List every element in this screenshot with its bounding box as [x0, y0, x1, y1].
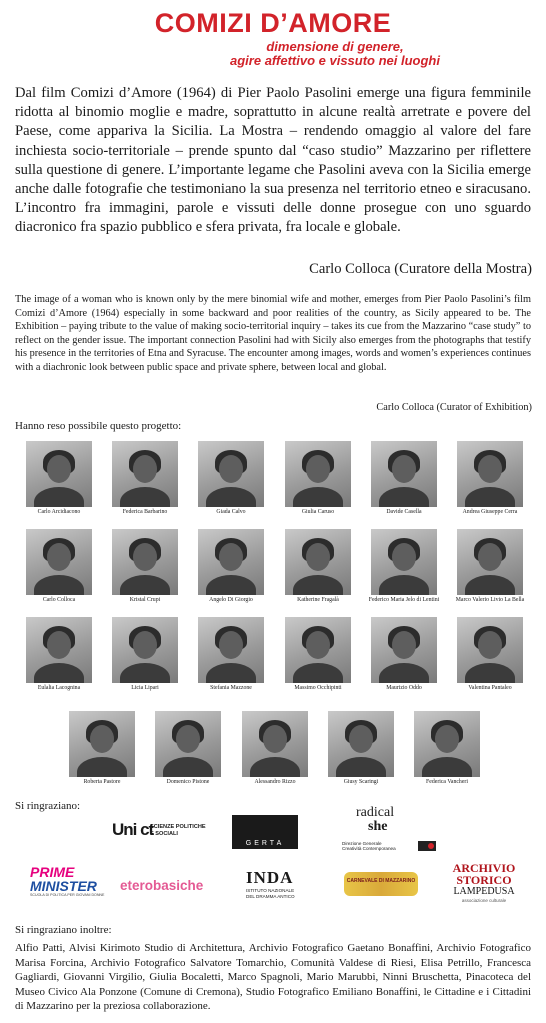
contributor-card — [188, 617, 274, 691]
contributor-photo — [112, 529, 178, 595]
contributors-label: Hanno reso possibile questo progetto: — [15, 420, 182, 432]
creativita-text — [342, 841, 396, 851]
unict-mark: Uni ct — [112, 820, 154, 839]
contributor-card — [361, 529, 447, 603]
contributor-card — [275, 617, 361, 691]
contributor-card — [232, 711, 318, 785]
contributor-photo — [328, 711, 394, 777]
contributor-photo — [26, 617, 92, 683]
creativita-line-1: Direzione Generale — [342, 841, 382, 846]
contributor-photo — [285, 441, 351, 507]
archivio-text: ARCHIVIO — [452, 861, 516, 875]
contributor-card — [361, 617, 447, 691]
contributor-name: Giulia Caruso — [301, 509, 335, 515]
contributor-photo — [285, 617, 351, 683]
contributor-name: Giada Calvo — [216, 509, 246, 515]
italian-signature: Carlo Colloca (Curatore della Mostra) — [309, 261, 532, 277]
contributor-name: Licia Lipari — [131, 685, 159, 691]
archivio-tagline: associazione culturale — [461, 898, 507, 903]
inda-sub-line-1: ISTITUTO NAZIONALE — [246, 888, 295, 893]
contributor-name: Stefania Mazzone — [210, 685, 252, 691]
contributor-card — [102, 529, 188, 603]
subtitle-line-1: dimensione di genere, — [266, 39, 404, 54]
contributor-name: Federico Maria Jelo di Lentini — [368, 597, 440, 603]
prime-subtitle: SCUOLA DI POLITICA PER GIOVANI DONNE — [30, 893, 105, 897]
inda-logo — [246, 868, 318, 910]
eterobasiche-logo: eterobasiche — [120, 878, 204, 893]
unict-department — [150, 824, 206, 838]
contributor-photo — [112, 617, 178, 683]
page-subtitle — [215, 40, 455, 68]
contributor-card — [16, 441, 102, 515]
contributor-photo — [26, 529, 92, 595]
contributor-name: Marco Valerio Livio La Bella — [455, 597, 525, 603]
contributor-card — [447, 617, 533, 691]
subtitle-line-2: agire affettivo e vissuto nei luoghi — [230, 53, 440, 68]
contributor-card — [102, 441, 188, 515]
contributor-card — [16, 529, 102, 603]
contributor-name: Roberta Pastore — [83, 779, 121, 785]
unict-logo — [112, 813, 222, 847]
contributor-name: Massimo Occhipinti — [294, 685, 342, 691]
prime-minister-logo — [30, 864, 105, 912]
contributor-photo — [371, 529, 437, 595]
contributor-card — [447, 529, 533, 603]
contributor-card — [16, 617, 102, 691]
radical-text: radical — [356, 805, 395, 820]
contributor-card — [188, 441, 274, 515]
contributor-name: Angelo Di Giorgio — [209, 597, 253, 603]
contributor-photo — [26, 441, 92, 507]
contributor-photo — [285, 529, 351, 595]
unict-text-line-1: SCIENZE POLITICHE — [150, 824, 206, 830]
contributor-name: Domenico Pistone — [166, 779, 210, 785]
contributor-card — [59, 711, 145, 785]
radical-she-logo — [342, 805, 438, 855]
contributor-photo — [414, 711, 480, 777]
contributor-card — [361, 441, 447, 515]
contributor-name: Davide Casella — [386, 509, 422, 515]
contributor-card — [145, 711, 231, 785]
thanks-label: Si ringraziano inoltre: — [15, 924, 112, 936]
contributor-name: Eulalia Lacognina — [37, 685, 81, 691]
contributor-photo — [198, 617, 264, 683]
contributor-name: Maurizio Oddo — [386, 685, 422, 691]
contributor-name: Carlo Colloca — [42, 597, 76, 603]
contributor-photo — [198, 441, 264, 507]
page-title: COMIZI D’AMORE — [154, 8, 392, 38]
inda-sub-line-2: DEL DRAMMA ANTICO — [246, 893, 295, 899]
contributor-name: Giusy Scaringi — [343, 779, 379, 785]
contributor-photo — [457, 529, 523, 595]
contributor-photo — [242, 711, 308, 777]
inda-subtitle — [246, 888, 318, 899]
storico-text: STORICO — [456, 873, 512, 887]
contributor-card — [188, 529, 274, 603]
contributor-name: Federica Vancheri — [426, 779, 468, 785]
gerta-text: GERTA — [245, 840, 285, 847]
contributor-name: Federica Barbarino — [122, 509, 168, 515]
english-signature: Carlo Colloca (Curator of Exhibition) — [376, 402, 532, 413]
prime-text: PRIME — [30, 864, 75, 880]
contributor-photo — [198, 529, 264, 595]
contributor-name: Valentina Pantaleo — [468, 685, 512, 691]
thanks-text: Alfio Patti, Alvisi Kirimoto Studio di Architettura, Archivio Fotografico Gaetano Bonaffini, Archivio Fotografico Marisa Forcina, Archivio Fotografico Salvatore Tomarchio, Comunità Valdese di Riesi, Elisa Petrillo, Francesca Gagliardi, Giovanni Virgilio, Giulia Bocaletti, Marco Spagnoli, Mario Marubbi, Ninni Bruschetta, Pinacoteca del Museo Civico Ala Ponzone (Comune di Cremona), Studio Fotografico Emiliano Bonaffini, le Cittadine e i Cittadini di Mazzarino per la preziosa collaborazione. — [15, 942, 531, 1013]
contributor-photo — [112, 441, 178, 507]
contributor-card — [102, 617, 188, 691]
english-intro-text: The image of a woman who is known only by the mere binomial wife and mother, emerges from Pier Paolo Pasolini’s film Comizi d’Amore (1964) especially in some backward and poor realities of the country, as Sicily appeared to be. The Exhibition – paying tribute to the value of making socio-territorial inquiry – takes its cue from the Mazzarino “case study” to reflect on the gender issue. The important connection Pasolini had with Sicily also emerges from the photographs that testify his presence in the territories of Etna and Syracuse. The encounter among images, words and women’s experiences continues with a diachronic look between public space and private sphere, between local and global. — [15, 294, 531, 373]
contributor-photo — [371, 441, 437, 507]
contributor-card — [404, 711, 490, 785]
she-text: she — [368, 819, 388, 834]
contributor-photo — [457, 441, 523, 507]
contributor-name: Katherine Fragalà — [297, 597, 339, 603]
contributor-photo — [155, 711, 221, 777]
contributor-card — [275, 529, 361, 603]
contributor-photo — [69, 711, 135, 777]
lampedusa-text: LAMPEDUSA — [453, 886, 515, 897]
minister-text: MINISTER — [30, 878, 97, 894]
contributor-card — [275, 441, 361, 515]
contributor-photo — [371, 617, 437, 683]
she-emblem-icon — [418, 841, 436, 851]
creativita-line-2: Creatività Contemporanea — [342, 846, 396, 852]
contributor-card — [318, 711, 404, 785]
carnevale-logo — [338, 866, 424, 906]
archivio-storico-logo — [452, 862, 516, 916]
contributor-name: Andrea Giuseppe Cerra — [462, 509, 518, 515]
carnevale-text: CARNEVALE DI MAZZARINO — [346, 878, 416, 884]
sponsors-label: Si ringraziano: — [15, 800, 81, 812]
contributor-name: Alessandro Rizzo — [254, 779, 296, 785]
gerta-logo — [232, 815, 298, 849]
unict-text-line-2: E SOCIALI — [150, 831, 178, 837]
contributor-card — [447, 441, 533, 515]
contributor-name: Kristal Crupi — [129, 597, 161, 603]
inda-text: INDA — [246, 868, 294, 887]
contributor-name: Carlo Arcidiacono — [37, 509, 81, 515]
italian-intro-text: Dal film Comizi d’Amore (1964) di Pier Paolo Pasolini emerge una figura femminile ridotta al binomio moglie e madre, soprattutto in alcune realtà arretrate e povere del Paese, come appariva la Sicilia. La Mostra – rendendo omaggio al valore del fare inchiesta socio-territoriale – prende spunto dal “caso studio” Mazzarino per riflettere sulla questione di genere. L’importante legame che Pasolini aveva con la Sicilia emerge anche dalle fotografie che testimoniano la sua presenza nel territorio etneo e siracusano. L’incontro fra immagini, parole e vissuti delle donne prosegue con uno sguardo diacronico fra spazio pubblico e sfera privata, fra locale e globale. — [15, 85, 531, 236]
contributor-photo — [457, 617, 523, 683]
